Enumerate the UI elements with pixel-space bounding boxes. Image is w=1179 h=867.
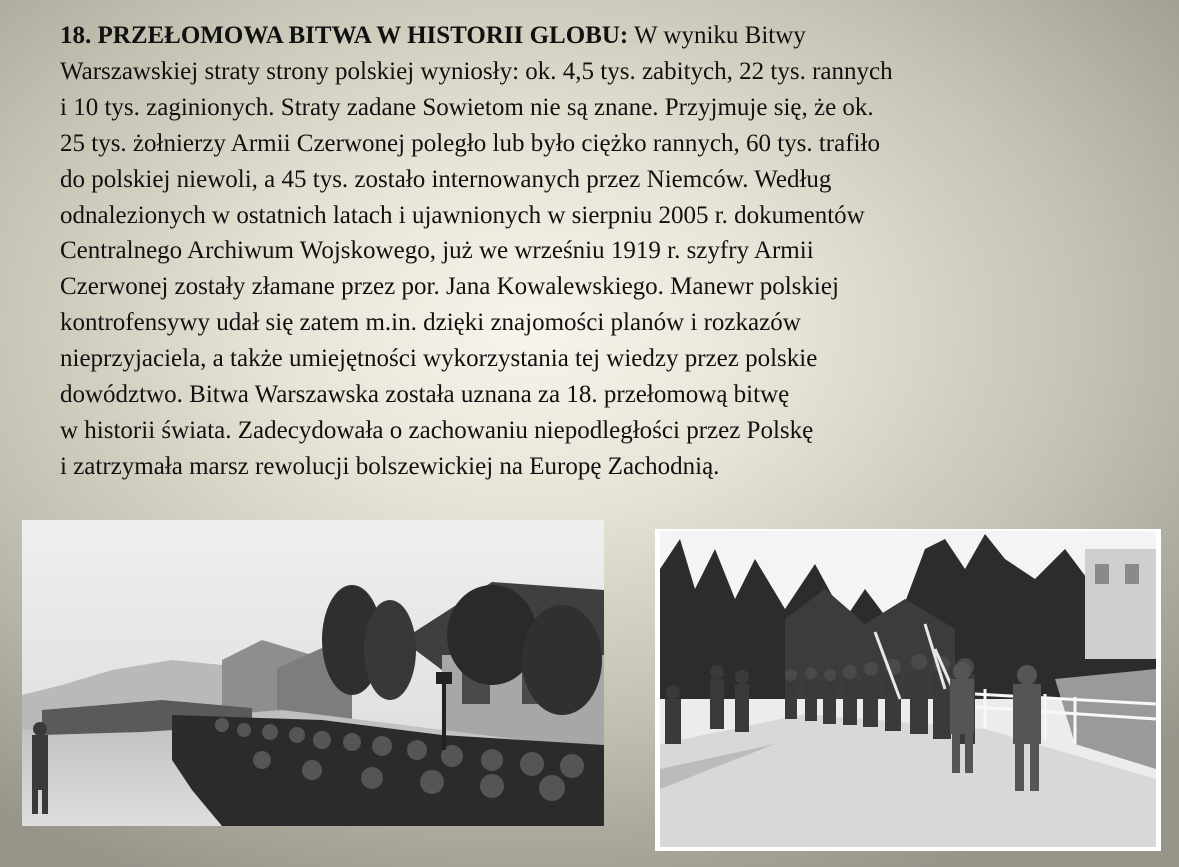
text-line-9: kontrofensywy udał się zatem m.in. dzięki znajomości planów i rozkazów xyxy=(60,309,801,337)
photo-soldiers-road xyxy=(655,529,1161,851)
text-line-10: nieprzyjaciela, a także umiejętności wykorzystania tej wiedzy przez polskie xyxy=(60,345,818,373)
text-line-13: i zatrzymała marsz rewolucji bolszewickiej na Europę Zachodnią. xyxy=(60,452,720,480)
text-line-6: odnalezionych w ostatnich latach i ujawnionych w sierpniu 2005 r. dokumentów xyxy=(60,201,865,229)
text-line-8: Czerwonej zostały złamane przez por. Jana Kowalewskiego. Manewr polskiej xyxy=(60,273,839,301)
photo-marching-column-image xyxy=(22,520,604,826)
slide-heading: 18. PRZEŁOMOWA BITWA W HISTORII GLOBU: xyxy=(60,22,629,49)
text-line-4: 25 tys. żołnierzy Armii Czerwonej poległo lub było ciężko rannych, 60 tys. trafiło xyxy=(60,129,880,157)
text-line-1-body: W wyniku Bitwy xyxy=(628,22,806,49)
photo-marching-column xyxy=(22,520,604,826)
text-line-2: Warszawskiej straty strony polskiej wyniosły: ok. 4,5 tys. zabitych, 22 tys. rannych xyxy=(60,57,893,85)
text-line-3: i 10 tys. zaginionych. Straty zadane Sowietom nie są znane. Przyjmuje się, że ok. xyxy=(60,93,874,121)
text-line-5: do polskiej niewoli, a 45 tys. zostało internowanych przez Niemców. Według xyxy=(60,165,832,193)
text-line-12: w historii świata. Zadecydowała o zachowaniu niepodległości przez Polskę xyxy=(60,416,814,444)
text-line-11: dowództwo. Bitwa Warszawska została uznana za 18. przełomową bitwę xyxy=(60,381,790,409)
slide-text xyxy=(60,18,1160,485)
text-line-7: Centralnego Archiwum Wojskowego, już we wrześniu 1919 r. szyfry Armii xyxy=(60,237,814,265)
photo-soldiers-road-image xyxy=(655,529,1161,851)
text-line-1 xyxy=(60,18,1160,54)
